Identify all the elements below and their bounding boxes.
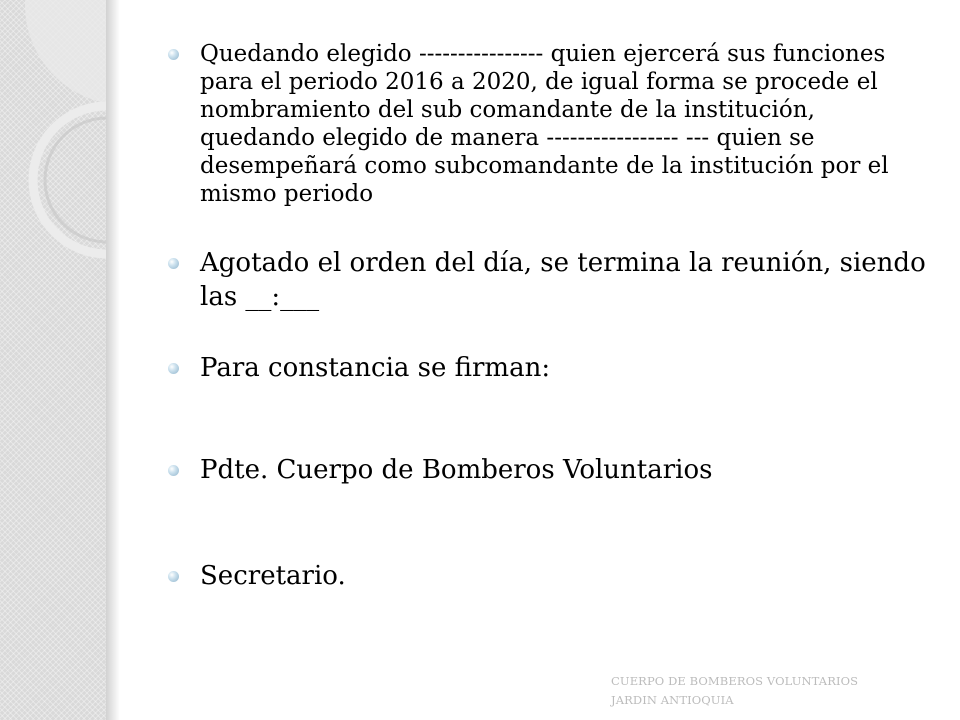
footer-line-1: CUERPO DE BOMBEROS VOLUNTARIOS <box>611 674 859 688</box>
decorative-circles <box>0 0 106 720</box>
decorative-side-panel <box>0 0 106 720</box>
inner-ring-circle <box>45 118 106 242</box>
bullet-icon <box>168 465 179 476</box>
bullet-text: Secretario. <box>200 561 346 591</box>
bullet-icon <box>168 571 179 582</box>
bullet-item-signatures <box>160 351 930 385</box>
bullet-icon <box>168 258 179 269</box>
bullet-text: Agotado el orden del día, se termina la reunión, siendo las __:___ <box>200 248 926 312</box>
large-decorative-circle <box>25 0 106 105</box>
side-panel-shadow <box>106 0 120 720</box>
bullet-item-secretary <box>160 559 930 593</box>
bullet-item-closing <box>160 246 930 314</box>
bullet-text: Pdte. Cuerpo de Bomberos Voluntarios <box>200 455 713 485</box>
slide-footer <box>611 672 858 710</box>
bullet-item-president <box>160 453 930 487</box>
bullet-text: Para constancia se firman: <box>200 353 551 383</box>
bullet-icon <box>168 363 179 374</box>
bullet-item-election <box>160 40 930 208</box>
slide-content <box>160 40 930 593</box>
footer-line-2: JARDIN ANTIOQUIA <box>611 693 734 707</box>
bullet-text: Quedando elegido ---------------- quien ejercerá sus funciones para el periodo 2016 a 2020, de igual forma se procede el nombramiento del sub comandante de la institución, quedando elegido de manera ----------------- --- quien se desempeñará como subcomandante de la institución por el mismo periodo <box>200 41 889 207</box>
bullet-icon <box>168 49 179 60</box>
